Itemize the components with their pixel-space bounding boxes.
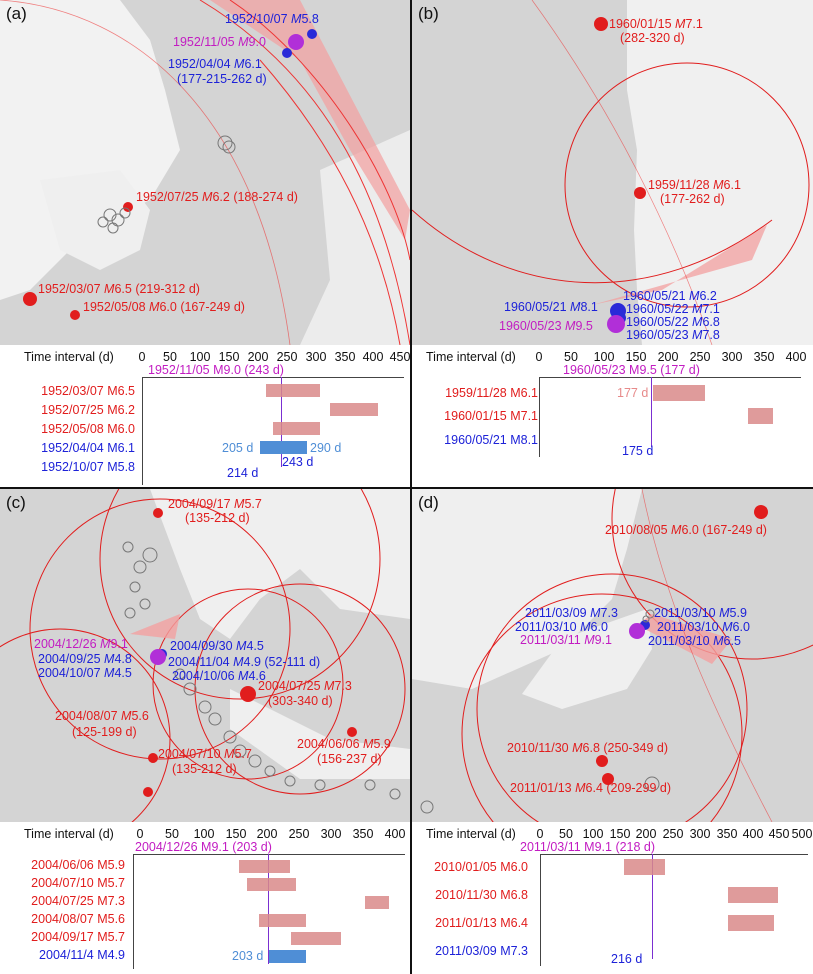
tick-label: 300 — [305, 350, 327, 364]
timeline-title: Time interval (d) — [24, 827, 114, 841]
tick-label: 500 — [791, 827, 813, 841]
interval-bar — [728, 887, 778, 903]
map-label: (135-212 d) — [185, 511, 250, 525]
main-event-label: 2011/03/11 M9.1 (218 d) — [520, 840, 656, 854]
row-label: 1959/11/28 M6.1 — [445, 386, 538, 400]
interval-bar — [748, 408, 773, 424]
main-event-label: 2004/12/26 M9.1 (203 d) — [135, 840, 272, 854]
tick-label: 150 — [225, 827, 247, 841]
map-label: 2011/03/10 M6.0 — [515, 620, 608, 634]
tick-label: 0 — [136, 827, 144, 841]
tick-label: 50 — [165, 827, 179, 841]
tick-label: 100 — [582, 827, 604, 841]
map-label: (135-212 d) — [172, 762, 237, 776]
interval-bar — [247, 878, 296, 891]
map-label: 1959/11/28 M6.1 — [648, 178, 741, 192]
tick-label: 100 — [593, 350, 615, 364]
panel-d-timeline — [412, 822, 813, 974]
map-label: 1952/03/07 M6.5 (219-312 d) — [38, 282, 200, 296]
panel-a-map — [0, 0, 410, 345]
map-label: (303-340 d) — [268, 694, 333, 708]
row-label: 2004/06/06 M5.9 — [31, 858, 125, 872]
tick-label: 100 — [189, 350, 211, 364]
tick-label: 350 — [352, 827, 374, 841]
tick-label: 350 — [334, 350, 356, 364]
tick-label: 200 — [635, 827, 657, 841]
tick-label: 300 — [721, 350, 743, 364]
tick-label: 350 — [753, 350, 775, 364]
map-label: 1952/05/08 M6.0 (167-249 d) — [83, 300, 245, 314]
note: 290 d — [310, 441, 342, 455]
interval-bar — [239, 860, 290, 873]
tick-label: 200 — [247, 350, 269, 364]
tick-label: 0 — [536, 827, 544, 841]
map-label: 2010/11/30 M6.8 (250-349 d) — [507, 741, 669, 755]
tick-label: 150 — [218, 350, 240, 364]
map-label: 1960/05/22 M6.8 — [626, 315, 720, 329]
timeline-vaxis — [133, 854, 134, 969]
map-label: 2011/03/10 M6.0 — [657, 620, 750, 634]
note: 203 d — [232, 949, 264, 963]
tick-label: 150 — [609, 827, 631, 841]
tick-label: 450 — [389, 350, 410, 364]
panel-a — [0, 0, 410, 487]
tick-label: 200 — [657, 350, 679, 364]
map-label: 2011/03/10 M5.9 — [654, 606, 747, 620]
map-label: 2004/11/04 M4.9 (52-111 d) — [168, 655, 321, 669]
interval-bar — [273, 422, 320, 435]
map-label: 2004/09/25 M4.8 — [38, 652, 132, 666]
timeline-axis — [142, 377, 404, 378]
tick-label: 50 — [163, 350, 177, 364]
map-label: 2004/08/07 M5.6 — [55, 709, 149, 723]
map-label: 2004/10/06 M4.6 — [172, 669, 266, 683]
tick-label: 0 — [535, 350, 543, 364]
row-label: 2004/09/17 M5.7 — [31, 930, 125, 944]
row-label: 1952/10/07 M5.8 — [41, 460, 135, 474]
interval-bar — [653, 385, 705, 401]
panel-c — [0, 489, 410, 974]
panel-b-timeline — [412, 345, 813, 487]
map-label: 2004/06/06 M5.9 — [297, 737, 391, 751]
map-label: 2004/12/26 M9.1 — [34, 637, 128, 651]
tick-label: 50 — [559, 827, 573, 841]
row-label: 1952/03/07 M6.5 — [41, 384, 135, 398]
timeline-vaxis — [540, 854, 541, 966]
interval-bar — [259, 914, 306, 927]
event-line — [651, 377, 652, 447]
map-label: 2004/09/30 M4.5 — [170, 639, 264, 653]
tick-label: 350 — [716, 827, 738, 841]
timeline-vaxis — [539, 377, 540, 457]
tick-label: 50 — [564, 350, 578, 364]
map-label: 1960/05/22 M7.1 — [626, 302, 720, 316]
map-label: 1960/01/15 M7.1 — [609, 17, 703, 31]
timeline-vaxis — [142, 377, 143, 485]
map-label: 1960/05/21 M8.1 — [504, 300, 598, 314]
map-label: 2004/07/10 M5.7 — [158, 747, 252, 761]
map-label: 2011/03/11 M9.1 — [520, 633, 612, 647]
row-label: 2011/03/09 M7.3 — [435, 944, 528, 958]
interval-bar — [266, 384, 320, 397]
interval-bar — [260, 441, 307, 454]
tick-label: 450 — [768, 827, 790, 841]
tick-label: 250 — [288, 827, 310, 841]
map-label: 2011/03/09 M7.3 — [525, 606, 618, 620]
map-label: 2004/09/17 M5.7 — [168, 497, 262, 511]
map-label: 2004/07/25 M7.3 — [258, 679, 352, 693]
row-label: 1952/07/25 M6.2 — [41, 403, 135, 417]
tick-label: 150 — [625, 350, 647, 364]
row-label: 2011/01/13 M6.4 — [435, 916, 528, 930]
map-label: (282-320 d) — [620, 31, 685, 45]
timeline-axis — [540, 854, 808, 855]
row-label: 2004/08/07 M5.6 — [31, 912, 125, 926]
interval-bar — [365, 896, 389, 909]
note: 175 d — [622, 444, 654, 458]
map-label: 1952/07/25 M6.2 (188-274 d) — [136, 190, 298, 204]
tick-label: 250 — [689, 350, 711, 364]
interval-bar — [624, 859, 665, 875]
tick-label: 400 — [785, 350, 807, 364]
map-label: 2011/01/13 M6.4 (209-299 d) — [510, 781, 672, 795]
row-label: 2010/11/30 M6.8 — [435, 888, 528, 902]
main-event-label: 1952/11/05 M9.0 (243 d) — [148, 363, 284, 377]
panel-a-label: (a) — [6, 4, 27, 23]
interval-bar — [291, 932, 341, 945]
timeline-title: Time interval (d) — [426, 350, 516, 364]
tick-label: 200 — [256, 827, 278, 841]
note: 177 d — [617, 386, 649, 400]
row-label: 1960/05/21 M8.1 — [444, 433, 538, 447]
row-label: 2004/11/4 M4.9 — [39, 948, 125, 962]
map-label: 1960/05/23 M7.8 — [626, 328, 720, 342]
timeline-title: Time interval (d) — [426, 827, 516, 841]
panel-b-map-svg — [412, 0, 813, 345]
interval-bar — [728, 915, 774, 931]
panel-d-map — [412, 489, 813, 822]
tick-label: 300 — [689, 827, 711, 841]
map-label: (156-237 d) — [317, 752, 382, 766]
timeline-axis — [539, 377, 801, 378]
row-label: 2010/01/05 M6.0 — [434, 860, 528, 874]
map-label: (177-262 d) — [660, 192, 725, 206]
tick-label: 0 — [138, 350, 146, 364]
row-label: 2004/07/25 M7.3 — [31, 894, 125, 908]
tick-label: 250 — [662, 827, 684, 841]
map-label: 1960/05/23 M9.5 — [499, 319, 593, 333]
tick-label: 400 — [742, 827, 764, 841]
map-label: 1952/10/07 M5.8 — [225, 12, 319, 26]
note: 243 d — [282, 455, 314, 469]
note: 214 d — [227, 466, 259, 480]
panel-a-timeline — [0, 345, 410, 487]
row-label: 1960/01/15 M7.1 — [444, 409, 538, 423]
tick-label: 250 — [276, 350, 298, 364]
timeline-title: Time interval (d) — [24, 350, 114, 364]
panel-d — [412, 489, 813, 974]
interval-bar — [330, 403, 378, 416]
panel-d-map-svg — [412, 489, 813, 822]
row-label: 2004/07/10 M5.7 — [31, 876, 125, 890]
tick-label: 100 — [193, 827, 215, 841]
timeline-axis — [133, 854, 405, 855]
panel-b — [412, 0, 813, 487]
map-label: 1952/04/04 M6.1 — [168, 57, 262, 71]
tick-label: 400 — [384, 827, 406, 841]
map-label: (125-199 d) — [72, 725, 137, 739]
map-label: 2004/10/07 M4.5 — [38, 666, 132, 680]
main-event-label: 1960/05/23 M9.5 (177 d) — [563, 363, 700, 377]
row-label: 1952/04/04 M6.1 — [41, 441, 135, 455]
interval-bar — [269, 950, 306, 963]
row-label: 1952/05/08 M6.0 — [41, 422, 135, 436]
panel-b-map — [412, 0, 813, 345]
panel-c-map — [0, 489, 410, 822]
map-label: (177-215-262 d) — [177, 72, 267, 86]
panel-c-label: (c) — [6, 493, 26, 512]
note: 205 d — [222, 441, 254, 455]
map-label: 1952/11/05 M9.0 — [173, 35, 266, 49]
map-label: 2010/08/05 M6.0 (167-249 d) — [605, 523, 767, 537]
tick-label: 300 — [320, 827, 342, 841]
panel-c-timeline — [0, 822, 410, 974]
panel-d-label: (d) — [418, 493, 439, 512]
panel-divider-horizontal — [0, 487, 813, 489]
tick-label: 400 — [362, 350, 384, 364]
note: 216 d — [611, 952, 643, 966]
map-label: 2011/03/10 M6.5 — [648, 634, 741, 648]
map-label: 1960/05/21 M6.2 — [623, 289, 717, 303]
panel-b-label: (b) — [418, 4, 439, 23]
